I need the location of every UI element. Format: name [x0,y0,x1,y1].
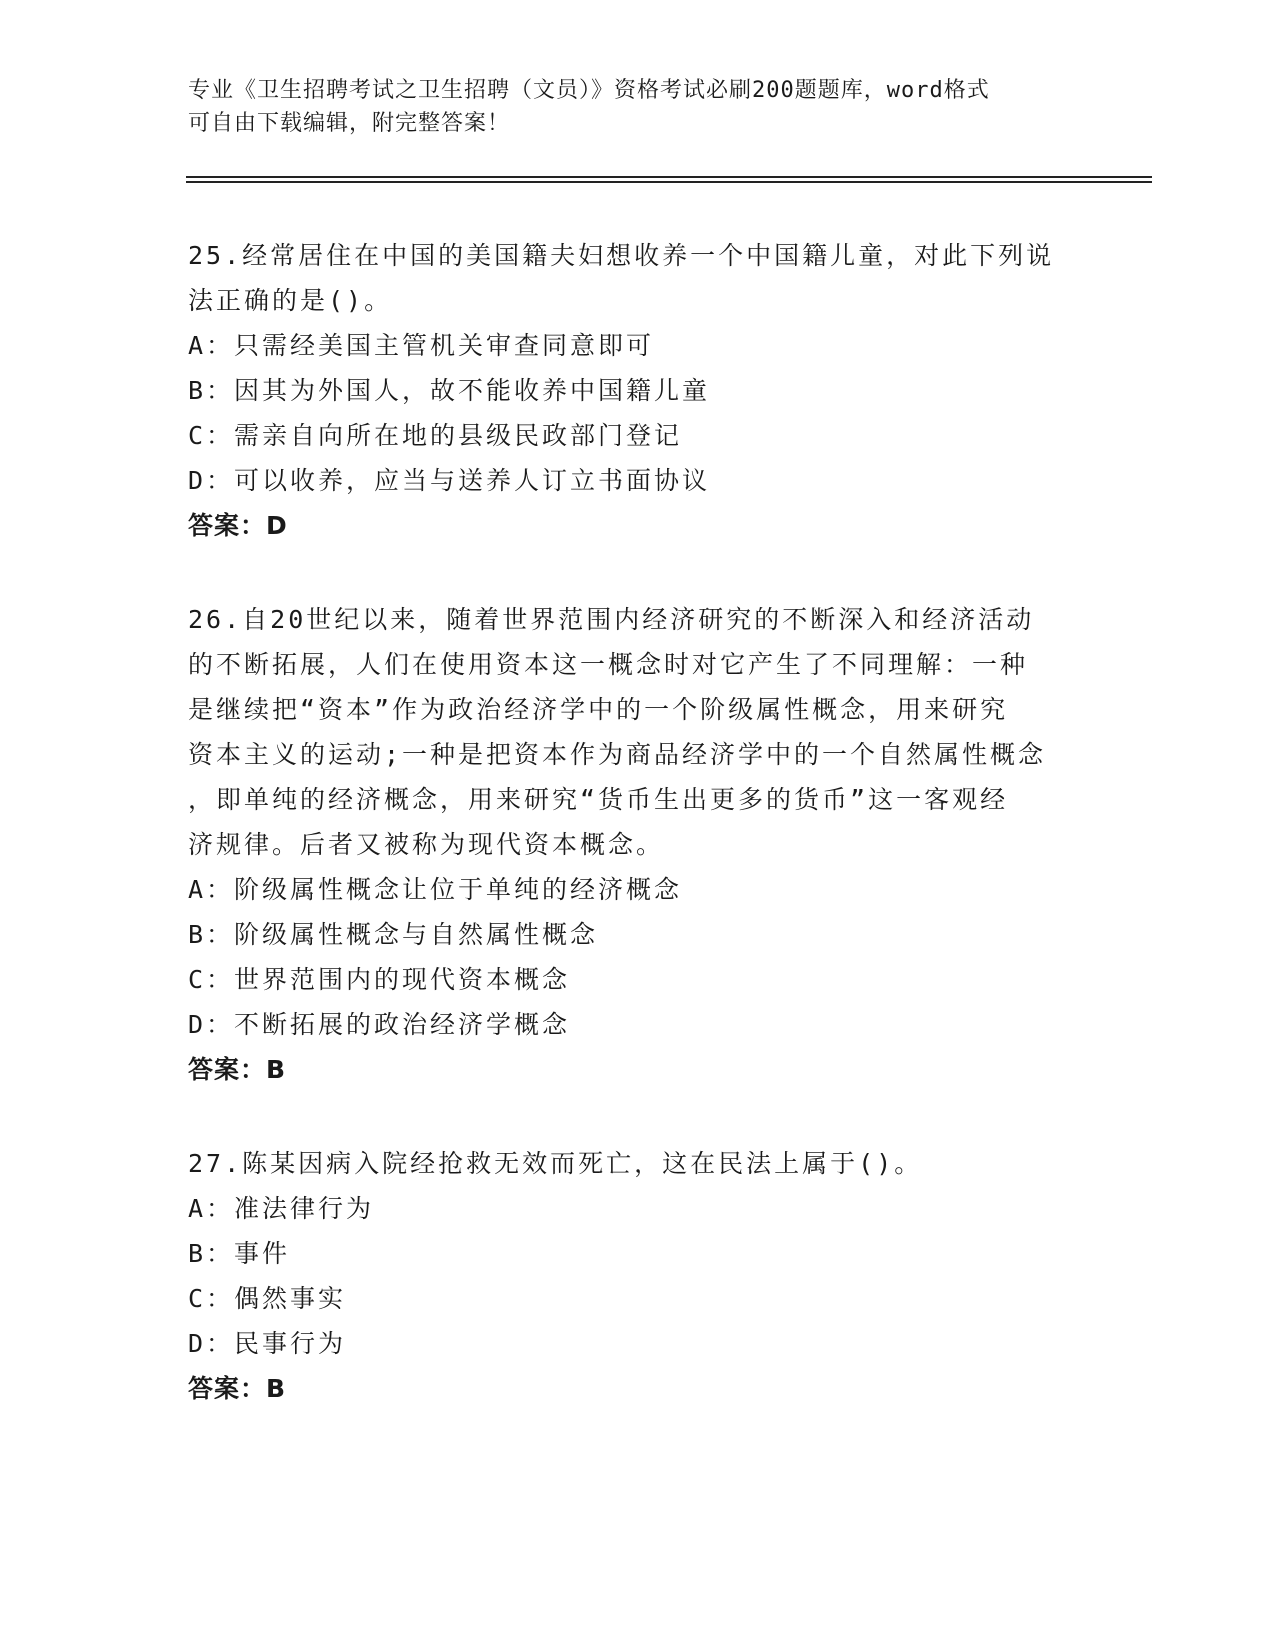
header-line-1: 专业《卫生招聘考试之卫生招聘（文员）》资格考试必刷200题题库，word格式 [188,78,990,103]
question-27 [188,1141,1088,1411]
document-header [188,74,1088,140]
answer-line: 答案：B [188,1374,287,1403]
header-line-2: 可自由下载编辑，附完整答案！ [188,111,511,136]
question-stem-line: 是继续把“资本”作为政治经济学中的一个阶级属性概念，用来研究 [188,695,1009,724]
option-d: D：不断拓展的政治经济学概念 [188,1010,571,1039]
question-26 [188,597,1088,1092]
option-a: A：只需经美国主管机关审查同意即可 [188,331,655,360]
answer-line: 答案：D [188,511,288,540]
question-stem-line: 26.自20世纪以来，随着世界范围内经济研究的不断深入和经济活动 [188,605,1035,634]
option-b: B：事件 [188,1239,291,1268]
question-stem-line: 济规律。后者又被称为现代资本概念。 [188,830,665,859]
question-25 [188,233,1088,548]
question-stem-line: 的不断拓展，人们在使用资本这一概念时对它产生了不同理解：一种 [188,650,1029,679]
question-stem-line: 资本主义的运动;一种是把资本作为商品经济学中的一个自然属性概念 [188,740,1047,769]
option-c: C：需亲自向所在地的县级民政部门登记 [188,421,683,450]
header-divider-bottom [186,181,1152,183]
question-stem-line: ，即单纯的经济概念，用来研究“货币生出更多的货币”这一客观经 [188,785,1009,814]
question-stem-line: 25.经常居住在中国的美国籍夫妇想收养一个中国籍儿童，对此下列说 [188,241,1055,270]
answer-line: 答案：B [188,1055,287,1084]
option-d: D：可以收养，应当与送养人订立书面协议 [188,466,711,495]
option-c: C：世界范围内的现代资本概念 [188,965,571,994]
option-b: B：因其为外国人，故不能收养中国籍儿童 [188,376,711,405]
option-a: A：阶级属性概念让位于单纯的经济概念 [188,875,683,904]
option-a: A：准法律行为 [188,1194,375,1223]
question-stem-line: 27.陈某因病入院经抢救无效而死亡，这在民法上属于()。 [188,1149,923,1178]
option-c: C：偶然事实 [188,1284,347,1313]
option-b: B：阶级属性概念与自然属性概念 [188,920,599,949]
option-d: D：民事行为 [188,1329,347,1358]
question-stem-line: 法正确的是()。 [188,286,393,315]
header-divider-top [186,176,1152,178]
